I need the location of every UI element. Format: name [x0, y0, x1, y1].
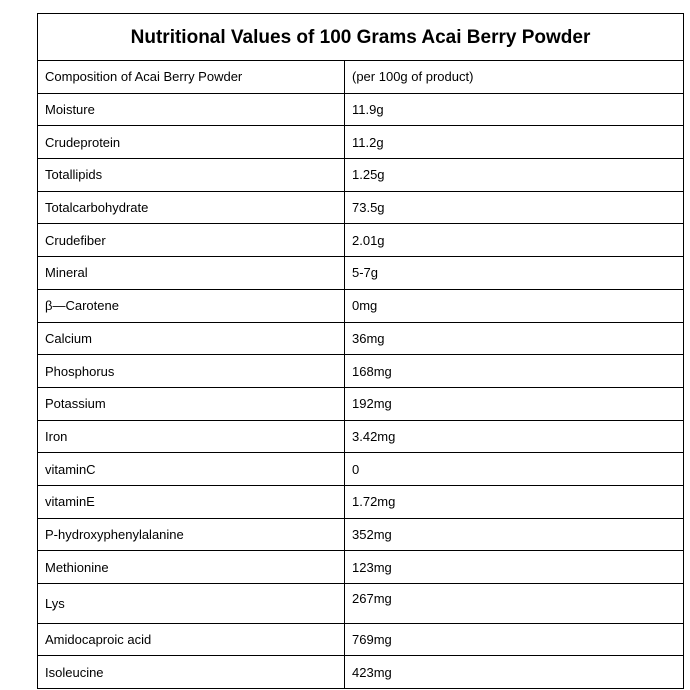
- nutrient-name: Lys: [38, 584, 345, 624]
- nutrient-name: vitaminE: [38, 485, 345, 518]
- nutrient-value: 769mg: [345, 623, 684, 656]
- nutrient-value: 11.9g: [345, 93, 684, 126]
- nutrient-name: vitaminC: [38, 453, 345, 486]
- table-row: [38, 257, 684, 290]
- nutrient-name: Moisture: [38, 93, 345, 126]
- nutrient-value: 0mg: [345, 289, 684, 322]
- nutrient-name: Phosphorus: [38, 355, 345, 388]
- nutrient-value: 1.25g: [345, 159, 684, 192]
- table-row: [38, 191, 684, 224]
- nutrient-name: Amidocaproic acid: [38, 623, 345, 656]
- nutrient-value: 123mg: [345, 551, 684, 584]
- nutrient-name: β—Carotene: [38, 289, 345, 322]
- nutrient-value: 5-7g: [345, 257, 684, 290]
- nutrient-value: 73.5g: [345, 191, 684, 224]
- nutrient-value: 3.42mg: [345, 420, 684, 453]
- nutrient-name: Isoleucine: [38, 656, 345, 689]
- nutrient-name: Iron: [38, 420, 345, 453]
- nutrient-value: 352mg: [345, 518, 684, 551]
- nutrient-value: 168mg: [345, 355, 684, 388]
- nutrient-name: Crudeprotein: [38, 126, 345, 159]
- nutrient-name: Mineral: [38, 257, 345, 290]
- nutrient-name: Totalcarbohydrate: [38, 191, 345, 224]
- table-header-row: [38, 61, 684, 94]
- nutrient-name: Totallipids: [38, 159, 345, 192]
- nutrient-name: Potassium: [38, 387, 345, 420]
- nutrient-name: Methionine: [38, 551, 345, 584]
- nutrient-value: 0: [345, 453, 684, 486]
- table-row: [38, 159, 684, 192]
- table-row: [38, 126, 684, 159]
- header-per-100g: (per 100g of product): [345, 61, 684, 94]
- nutrient-value: 1.72mg: [345, 485, 684, 518]
- nutrient-value: 423mg: [345, 656, 684, 689]
- table-row: [38, 93, 684, 126]
- table-title: Nutritional Values of 100 Grams Acai Berry Powder: [38, 14, 684, 61]
- table-row: [38, 322, 684, 355]
- nutrient-name: P-hydroxyphenylalanine: [38, 518, 345, 551]
- table-row: [38, 289, 684, 322]
- table-row: [38, 387, 684, 420]
- table-row: [38, 623, 684, 656]
- nutrient-name: Crudefiber: [38, 224, 345, 257]
- table-row: [38, 453, 684, 486]
- nutrient-value: 2.01g: [345, 224, 684, 257]
- nutrient-value: 11.2g: [345, 126, 684, 159]
- nutrient-value: 267mg: [345, 584, 684, 624]
- nutrition-table-body: [38, 14, 684, 689]
- table-row: [38, 420, 684, 453]
- nutrient-value: 36mg: [345, 322, 684, 355]
- table-row: [38, 224, 684, 257]
- nutrient-name: Calcium: [38, 322, 345, 355]
- nutrient-value: 192mg: [345, 387, 684, 420]
- table-row: [38, 551, 684, 584]
- table-row: [38, 355, 684, 388]
- table-row: [38, 584, 684, 624]
- table-title-row: [38, 14, 684, 61]
- nutrition-table: [37, 13, 684, 689]
- table-row: [38, 656, 684, 689]
- header-composition: Composition of Acai Berry Powder: [38, 61, 345, 94]
- table-row: [38, 485, 684, 518]
- table-row: [38, 518, 684, 551]
